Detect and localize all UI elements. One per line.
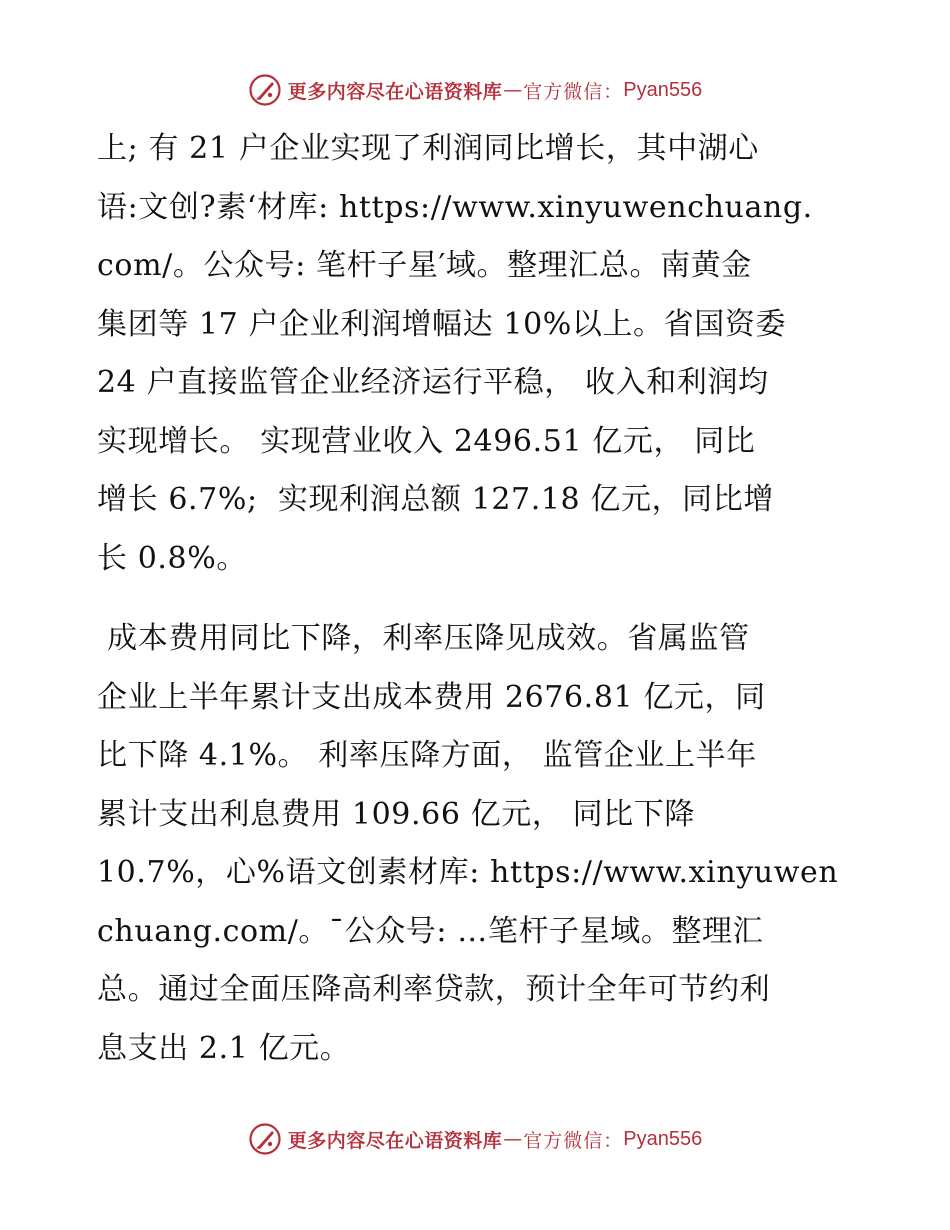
banner-separator: — — [503, 79, 523, 101]
text-line: 实现增长。 实现营业收入 2496.51 亿元， 同比 — [97, 423, 756, 459]
text-line: 增长 6.7%; 实现利润总额 127.18 亿元，同比增 — [97, 482, 774, 517]
quill-pen-icon — [248, 1122, 282, 1156]
text-line: 语:文创?素‘材库: https://www.xinyuwenchuang. — [97, 189, 813, 225]
text-line: 成本费用同比下降，利率压降见成效。省属监管 — [97, 621, 750, 656]
quill-pen-icon — [248, 73, 282, 107]
text-line: com/。公众号: 笔杆子星′域。整理汇总。南黄金 — [97, 248, 752, 283]
text-line: 24 户直接监管企业经济运行平稳， 收入和利润均 — [97, 365, 769, 400]
banner-brand-text: 更多内容尽在心语资料库 — [287, 1129, 503, 1152]
header-banner — [0, 70, 950, 110]
text-line: 集团等 17 户企业利润增幅达 10%以上。省国资委 — [97, 306, 787, 342]
text-line: 比下降 4.1%。 利率压降方面， 监管企业上半年 — [97, 738, 757, 773]
text-line: 企业上半年累计支出成本费用 2676.81 亿元，同 — [97, 679, 766, 715]
text-line: 上; 有 21 户企业实现了利润同比增长，其中湖心 — [97, 131, 759, 166]
banner-brand-text: 更多内容尽在心语资料库 — [287, 80, 503, 103]
banner-wechat-id: Pyan556 — [623, 78, 703, 101]
text-line: 10.7%，心%语文创素材库: https://www.xinyuwen — [97, 855, 839, 890]
banner-wechat-label: 官方微信： — [523, 1129, 624, 1152]
text-line: 息支出 2.1 亿元。 — [97, 1030, 351, 1066]
banner-wechat-label: 官方微信： — [523, 80, 624, 103]
banner-wechat-id: Pyan556 — [623, 1127, 703, 1150]
text-line: 累计支出利息费用 109.66 亿元， 同比下降 — [97, 796, 695, 832]
paragraph — [97, 610, 852, 1078]
paragraph-gap — [97, 588, 852, 610]
banner-separator: — — [503, 1128, 523, 1150]
text-line: chuang.com/。¯公众号: …笔杆子星域。整理汇 — [97, 913, 764, 949]
text-line: 长 0.8%。 — [97, 540, 247, 576]
footer-banner — [0, 1119, 950, 1159]
document-body — [97, 120, 852, 1078]
paragraph — [97, 120, 852, 588]
text-line: 总。通过全面压降高利率贷款，预计全年可节约利 — [97, 972, 771, 1007]
